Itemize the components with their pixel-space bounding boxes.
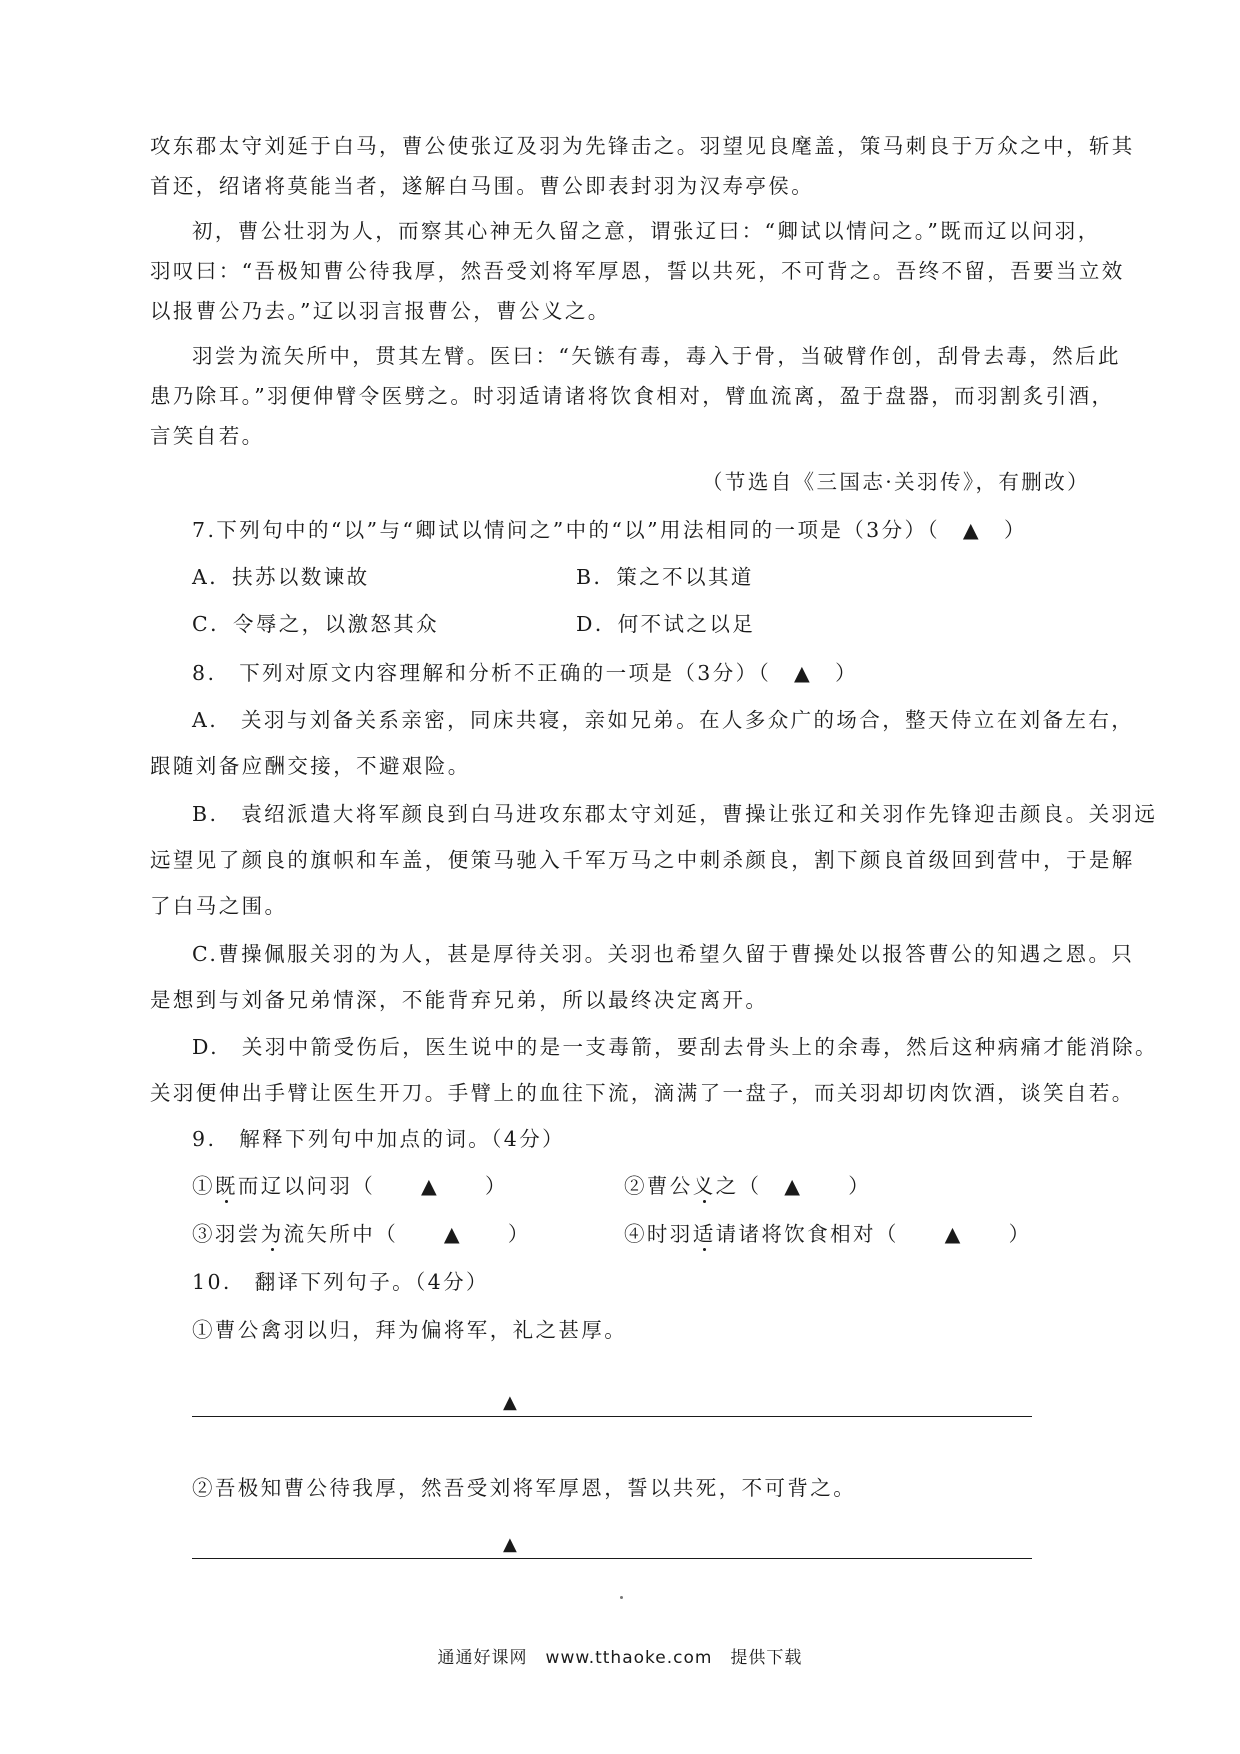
q9-item-4-rest: 请诸将饮食相对（ ▲ ） [715, 1222, 1032, 1246]
q8-option-b: 了白马之围。 [150, 894, 288, 918]
passage-line: 攻东郡太守刘延于白马，曹公使张辽及羽为先锋击之。羽望见良麾盖，策马刺良于万众之中，斩其 [150, 134, 1135, 158]
answer-placeholder-2: ▲ [503, 1534, 517, 1555]
passage-line: 首还，绍诸将莫能当者，遂解白马围。曹公即表封羽为汉寿亭侯。 [150, 174, 815, 198]
q9-item-3-dotted-word: 为 [260, 1222, 284, 1246]
footer-text: 通通好课网 www.tthaoke.com 提供下载 [437, 1648, 803, 1668]
passage-line: 初，曹公壮羽为人，而察其心神无久留之意，谓张辽曰：“卿试以情问之。”既而辽以问羽， [192, 219, 1101, 243]
q9-item-1-prefix: ① [192, 1174, 215, 1198]
q10-sentence-2: ②吾极知曹公待我厚，然吾受刘将军厚恩，誓以共死，不可背之。 [192, 1476, 857, 1500]
q9-item-3-prefix: ③羽尝 [192, 1222, 261, 1246]
question-9-stem: 9. 解释下列句中加点的词。（4分） [192, 1127, 566, 1151]
q10-sentence-1: ①曹公禽羽以归，拜为偏将军，礼之甚厚。 [192, 1318, 628, 1342]
q9-item-2-prefix: ②曹公 [624, 1174, 693, 1198]
scan-speck [620, 1596, 623, 1599]
answer-line-2 [192, 1558, 1032, 1559]
passage-source: （节选自《三国志·关羽传》，有删改） [702, 470, 1090, 494]
answer-placeholder-1: ▲ [503, 1392, 517, 1413]
q8-option-c: C.曹操佩服关羽的为人，甚是厚待关羽。关羽也希望久留于曹操处以报答曹公的知遇之恩。只 [192, 942, 1135, 966]
passage-line: 羽尝为流矢所中，贯其左臂。医曰：“矢镞有毒，毒入于骨，当破臂作创，刮骨去毒，然后此 [192, 344, 1121, 368]
passage-line: 患乃除耳。”羽便伸臂令医劈之。时羽适请诸将饮食相对，臂血流离，盈于盘器，而羽割炙引酒， [150, 384, 1115, 408]
q8-option-b: 远望见了颜良的旗帜和车盖，便策马驰入千军万马之中刺杀颜良，割下颜良首级回到营中，于是解 [150, 848, 1135, 872]
q9-item-1-dotted-word: 既 [214, 1174, 238, 1198]
q8-option-b: B. 袁绍派遣大将军颜良到白马进攻东郡太守刘延，曹操让张辽和关羽作先锋迎击颜良。关羽远 [192, 802, 1158, 826]
passage-line: 羽叹曰：“吾极知曹公待我厚，然吾受刘将军厚恩，誓以共死，不可背之。吾终不留，吾要当立效 [150, 259, 1125, 283]
q9-item-2 [624, 1172, 871, 1200]
q9-item-3-rest: 流矢所中（ ▲ ） [283, 1222, 531, 1246]
q9-item-4 [624, 1220, 1031, 1248]
q8-option-d: 关羽便伸出手臂让医生开刀。手臂上的血往下流，滴满了一盘子，而关羽却切肉饮酒，谈笑自若。 [150, 1081, 1135, 1105]
question-10-stem: 10. 翻译下列句子。（4分） [192, 1270, 489, 1294]
q8-option-a: 跟随刘备应酬交接，不避艰险。 [150, 754, 471, 778]
question-8-stem: 8. 下列对原文内容理解和分析不正确的一项是（3分）（ ▲ ） [192, 661, 859, 685]
q7-option-c: C．令辱之，以激怒其众 [192, 612, 440, 636]
q7-option-d: D．何不试之以足 [576, 612, 756, 636]
q8-option-d: D. 关羽中箭受伤后，医生说中的是一支毒箭，要刮去骨头上的余毒，然后这种病痛才能消除。 [192, 1035, 1158, 1059]
answer-line-1 [192, 1416, 1032, 1417]
q9-item-2-dotted-word: 义 [692, 1174, 716, 1198]
passage-line: 言笑自若。 [150, 424, 265, 448]
q9-item-1 [192, 1172, 508, 1200]
q8-option-a: A. 关羽与刘备关系亲密，同床共寝，亲如兄弟。在人多众广的场合，整天侍立在刘备左右， [192, 708, 1135, 732]
q9-item-4-prefix: ④时羽 [624, 1222, 693, 1246]
q7-option-a: A．扶苏以数谏故 [192, 565, 370, 589]
q8-option-c: 是想到与刘备兄弟情深，不能背弃兄弟，所以最终决定离开。 [150, 988, 769, 1012]
passage-line: 以报曹公乃去。”辽以羽言报曹公，曹公义之。 [150, 299, 611, 323]
q7-option-b: B．策之不以其道 [576, 565, 754, 589]
q9-item-4-dotted-word: 适 [692, 1222, 716, 1246]
q9-item-2-rest: 之（ ▲ ） [715, 1174, 872, 1198]
q9-item-1-rest: 而辽以问羽（ ▲ ） [237, 1174, 508, 1198]
q9-item-3 [192, 1220, 531, 1248]
question-7-stem: 7.下列句中的“以”与“卿试以情问之”中的“以”用法相同的一项是（3分）（ ▲ ） [192, 518, 1027, 542]
